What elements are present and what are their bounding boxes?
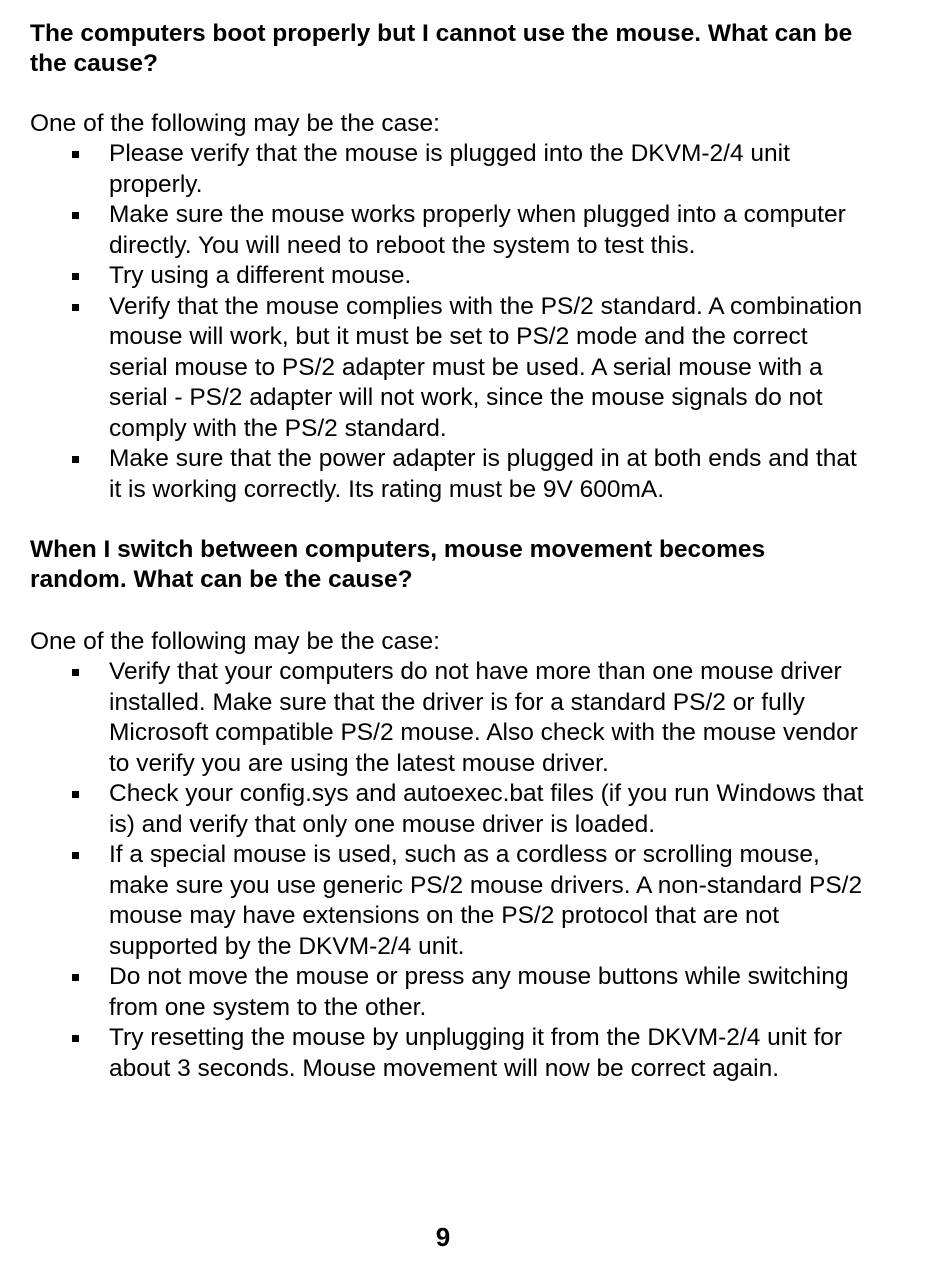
list-item-text: Try resetting the mouse by unplugging it from the DKVM-2/4 unit for about 3 seconds. Mouse movement will now be correct again. [109,1024,843,1082]
list-item [30,1023,869,1084]
list-item [30,779,869,840]
list-item-text: Try using a different mouse. [109,262,412,289]
list-item-text: Please verify that the mouse is plugged into the DKVM-2/4 unit properly. [109,140,790,198]
list-item [30,292,869,445]
list-item-text: Check your config.sys and autoexec.bat files (if you run Windows that is) and verify that only one mouse driver is loaded. [109,780,864,838]
list-item [30,200,869,261]
list-item [30,962,869,1023]
section-1-heading: The computers boot properly but I cannot use the mouse. What can be the cause? [30,20,853,77]
list-item [30,139,869,200]
section-1-intro: One of the following may be the case: [30,110,440,137]
page-number: 9 [435,1222,451,1252]
bullet-square-icon [72,151,79,158]
list-item-text: Make sure that the power adapter is plugged in at both ends and that it is working correctly. Its rating must be 9V 600mA. [109,445,857,503]
bullet-square-icon [72,456,79,463]
section-2-intro: One of the following may be the case: [30,628,440,655]
list-item-text: Do not move the mouse or press any mouse buttons while switching from one system to the other. [109,963,849,1021]
list-item-text: Make sure the mouse works properly when plugged into a computer directly. You will need to reboot the system to test this. [109,201,846,259]
list-item-text: If a special mouse is used, such as a cordless or scrolling mouse, make sure you use generic PS/2 mouse drivers. A non-standard PS/2 mouse may have extensions on the PS/2 protocol that are not supported by the DKVM-2/4 unit. [109,841,863,960]
list-item [30,261,869,292]
bullet-square-icon [72,974,79,981]
list-item [30,444,869,505]
list-item [30,840,869,962]
bullet-square-icon [72,669,79,676]
bullet-square-icon [72,1035,79,1042]
bullet-square-icon [72,273,79,280]
bullet-square-icon [72,791,79,798]
list-item-text: Verify that your computers do not have more than one mouse driver installed. Make sure that the driver is for a standard PS/2 or fully Microsoft compatible PS/2 mouse. Also check with the mouse vendor to verify you are using the latest mouse driver. [109,658,858,777]
document-page [30,19,930,1084]
section-2-heading: When I switch between computers, mouse movement becomes random. What can be the cause? [30,536,766,593]
bullet-square-icon [72,304,79,311]
bullet-square-icon [72,212,79,219]
bullet-square-icon [72,852,79,859]
section-2-bullet-list [30,657,930,1084]
section-1-bullet-list [30,139,930,505]
list-item [30,657,869,779]
list-item-text: Verify that the mouse complies with the PS/2 standard. A combination mouse will work, but it must be set to PS/2 mode and the correct serial mouse to PS/2 adapter must be used. A serial mouse with a serial - PS/2 adapter will not work, since the mouse signals do not comply with the PS/2 standard. [109,292,863,442]
